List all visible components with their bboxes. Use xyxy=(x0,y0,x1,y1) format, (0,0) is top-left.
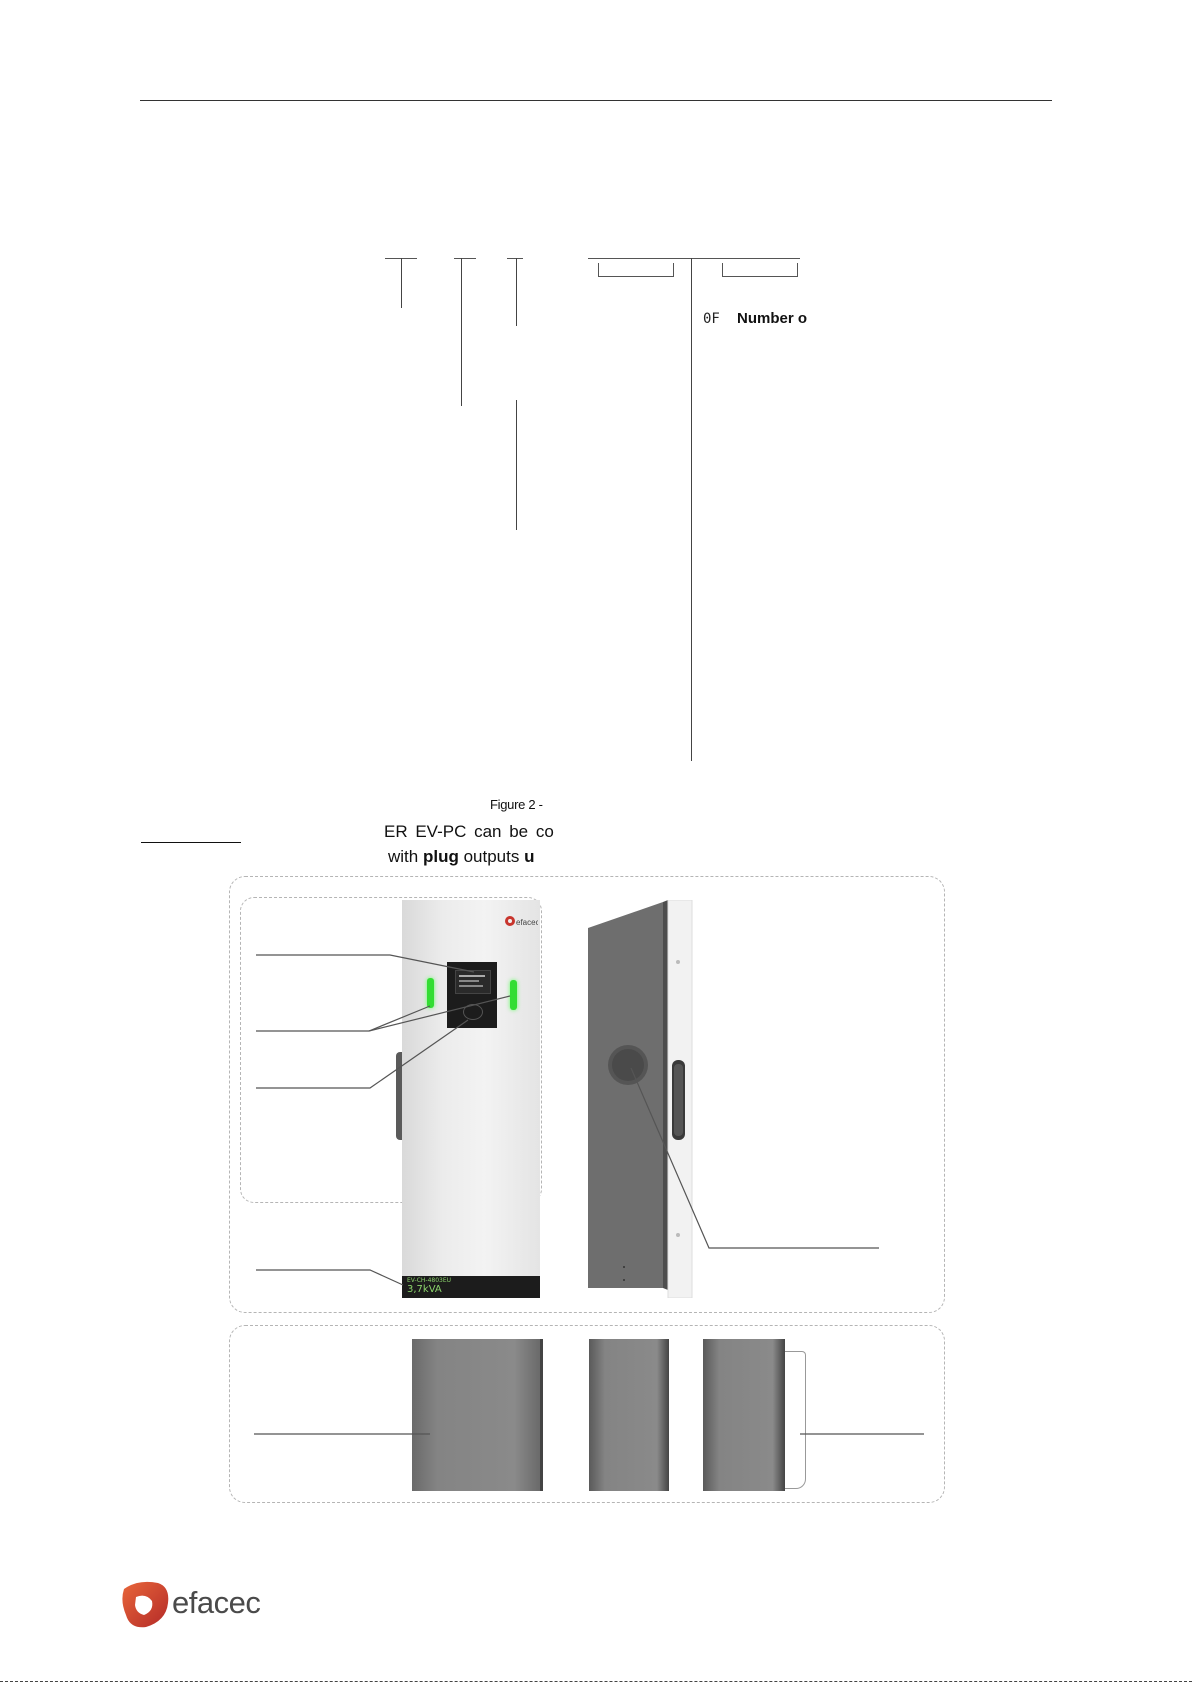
rating-line-1: EV-CH-4803EU xyxy=(407,1277,452,1284)
rfid-reader-icon xyxy=(463,1004,483,1020)
rating-plate xyxy=(402,1276,540,1298)
front-logo xyxy=(504,914,538,928)
charger-side-svg xyxy=(588,900,696,1298)
efacec-logo-icon xyxy=(118,1577,172,1631)
cover-side-view-1 xyxy=(589,1339,669,1491)
cover-front-view xyxy=(412,1339,543,1491)
body-line-1-text: ER EV-PC can be co xyxy=(384,822,554,841)
header-rule xyxy=(140,100,1052,101)
side-socket-profile xyxy=(396,1052,402,1140)
footer-logo xyxy=(118,1577,261,1631)
status-led-left xyxy=(427,978,434,1008)
body-line-2-u: u xyxy=(524,847,535,866)
figure-caption: Figure 2 - xyxy=(490,797,543,812)
body-line-2-pre: with xyxy=(388,847,423,866)
charger-side-view xyxy=(588,900,696,1298)
body-line-2-plug: plug xyxy=(422,847,459,866)
footer-rule xyxy=(0,1681,1192,1682)
display-screen xyxy=(455,970,491,994)
front-logo-icon xyxy=(504,914,538,928)
body-line-2-mid: outputs xyxy=(458,847,525,866)
section-underline xyxy=(141,842,241,843)
covers-views-box xyxy=(229,1325,945,1503)
body-line-2 xyxy=(388,847,534,867)
body-line-1 xyxy=(384,822,554,842)
code-label: 0F xyxy=(703,311,720,327)
charger-front-view xyxy=(402,900,540,1298)
cover-side-view-2 xyxy=(703,1339,785,1491)
footer-brand-text: efacec xyxy=(172,1585,261,1620)
display-panel xyxy=(447,962,497,1028)
code-description: Number o xyxy=(737,310,808,327)
cover-bracket xyxy=(785,1351,806,1489)
status-led-right xyxy=(510,980,517,1010)
rating-line-2: 3,7kVA xyxy=(407,1284,442,1295)
svg-text:efacec: efacec xyxy=(516,918,538,927)
